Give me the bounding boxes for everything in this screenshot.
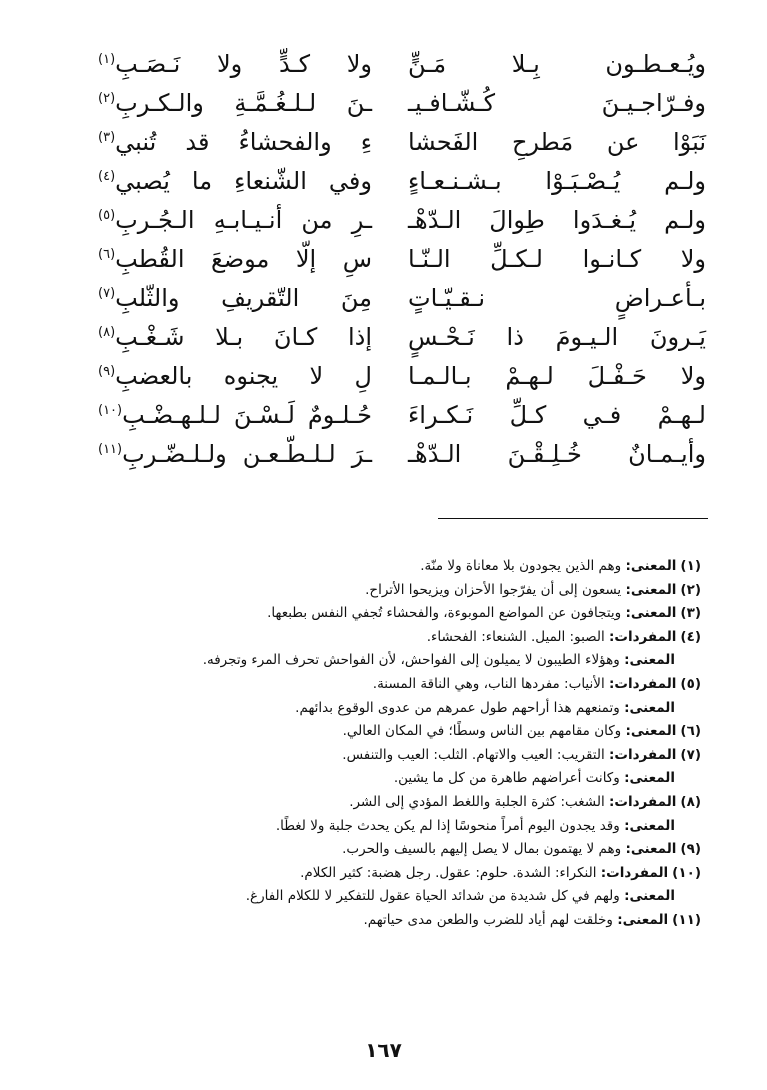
second-hemistich: [96, 245, 372, 273]
verse-line: [96, 200, 706, 239]
footnote: [61, 862, 701, 886]
first-hemistich: وفـرّاجـيـنَ كُـشّـافـيـ: [408, 88, 706, 117]
footnote-label: المفردات:: [609, 746, 677, 763]
footnote-ref[interactable]: (٥): [98, 207, 116, 223]
hemistich-text: إذا كـانَ بـلا شَـغْـبِ: [115, 322, 372, 351]
first-hemistich: يَـرونَ الـيـومَ ذا نَـحْـسٍ: [408, 322, 706, 351]
footnote: [61, 555, 701, 579]
page-number: ١٦٧: [365, 1038, 402, 1062]
footnote-label: المعنى:: [625, 605, 677, 622]
second-hemistich: [96, 440, 372, 468]
footnote: [61, 791, 701, 815]
verse-line: [96, 278, 706, 317]
footnote-number: (٣): [680, 605, 701, 622]
footnote-text: التقريب: العيب والاتهام. الثلب: العيب والتنفس.: [342, 746, 605, 763]
footnote-ref[interactable]: (١): [98, 51, 116, 67]
footnote-ref[interactable]: (٤): [98, 168, 116, 184]
verse-line: [96, 44, 706, 83]
footnote-text: الشغب: كثرة الجلبة واللغط المؤدي إلى الشر.: [349, 793, 605, 810]
footnote-ref[interactable]: (٢): [98, 90, 116, 106]
verse-line: [96, 395, 706, 434]
first-hemistich: نَبَوْا عن مَطرحِ الفَحشا: [408, 127, 706, 156]
footnote: [61, 885, 701, 909]
footnote-number: (٧): [680, 746, 701, 763]
footnote: [61, 602, 701, 626]
footnote-number: (٢): [680, 581, 701, 598]
second-hemistich: [96, 167, 372, 195]
second-hemistich: [96, 89, 372, 117]
footnote: [61, 744, 701, 768]
footnote-number: (١٠): [672, 864, 701, 881]
footnote: [61, 626, 701, 650]
verse-line: [96, 356, 706, 395]
hemistich-text: ءِ والفحشاءُ قد تُنبي: [115, 127, 372, 156]
first-hemistich: ولـم يُـغـدَوا طِوالَ الـدّهْـ: [408, 205, 706, 234]
hemistich-text: مِنَ التّقريفِ والثّلبِ: [115, 283, 372, 312]
hemistich-text: سِ إلّا موضعَ القُطبِ: [115, 244, 372, 273]
footnote: [61, 909, 701, 933]
footnote-label: المعنى:: [624, 699, 675, 716]
second-hemistich: [96, 284, 372, 312]
footnote: [61, 767, 701, 791]
footnote-text: وكان مقامهم بين الناس وسطًا؛ في المكان العالي.: [342, 723, 622, 740]
hemistich-text: حُـلـومٌ لَـسْـنَ لـلـهـضْـبِ: [122, 400, 372, 429]
footnote-number: (١١): [672, 911, 701, 928]
hemistich-text: ـنَ لـلـغُـمَّـةِ والـكـربِ: [115, 88, 372, 117]
footnote-text: وهم لا يهتمون بمال لا يصل إليهم بالسيف والحرب.: [342, 841, 622, 858]
footnote-ref[interactable]: (٦): [98, 246, 116, 262]
footnote-text: وتمنعهم هذا أراحهم طول عمرهم من عدوى الوقوع بدائهم.: [295, 699, 620, 716]
footnote-ref[interactable]: (٣): [98, 129, 116, 145]
footnote-label: المفردات:: [609, 628, 677, 645]
footnote-label: المعنى:: [624, 817, 675, 834]
footnote-label: المعنى:: [625, 581, 677, 598]
hemistich-text: ولا كـدٍّ ولا نَـصَـبِ: [115, 49, 372, 78]
footnote-label: المعنى:: [624, 770, 675, 787]
footnote-text: وخلقت لهم أياد للضرب والطعن مدى حياتهم.: [363, 911, 613, 928]
second-hemistich: [96, 50, 372, 78]
footnote: [61, 720, 701, 744]
footnote-ref[interactable]: (١١): [98, 441, 123, 457]
footnote: [61, 838, 701, 862]
first-hemistich: بـأعـراضٍ نـقـيّـاتٍ: [408, 283, 706, 312]
footnote: [61, 579, 701, 603]
footnote-text: الأنياب: مفردها الناب، وهي الناقة المسنة.: [372, 675, 605, 692]
footnote-number: (٨): [680, 793, 701, 810]
footnote-text: وقد يجدون اليوم أمراً منحوسًا إذا لم يكن يحدث جلبة ولا لغطًا.: [275, 817, 620, 834]
footnote-label: المفردات:: [609, 675, 677, 692]
footnote-label: المعنى:: [617, 911, 669, 928]
footnotes: [61, 555, 701, 933]
footnote-label: المفردات:: [609, 793, 677, 810]
first-hemistich: ولـم يُـصْـبَـوْا بـشـنـعـاءٍ: [408, 166, 706, 195]
second-hemistich: [96, 206, 372, 234]
footnote: [61, 673, 701, 697]
footnote-label: المعنى:: [625, 558, 677, 574]
footnote-text: ولهم في كل شديدة من شدائد الحياة عقول للتفكير لا للكلام الفارغ.: [245, 888, 620, 905]
footnote-ref[interactable]: (٨): [98, 324, 116, 340]
second-hemistich: [96, 401, 372, 429]
verse-line: [96, 434, 706, 473]
verse-line: [96, 239, 706, 278]
footnote-number: (٩): [680, 841, 701, 858]
verse-line: [96, 161, 706, 200]
footnote-number: (٥): [680, 675, 701, 692]
footnote-text: وهم الذين يجودون بلا معاناة ولا منّة.: [420, 558, 622, 574]
footnote-ref[interactable]: (١٠): [98, 402, 123, 418]
footnote-text: يسعون إلى أن يفرّجوا الأحزان ويزيحوا الأتراح.: [365, 581, 622, 598]
hemistich-text: ـرَ لـلـطّـعـن ولـلـضّـربِ: [122, 439, 372, 468]
second-hemistich: [96, 323, 372, 351]
first-hemistich: ولا حَـفْـلَ لـهـمْ بـالـمـا: [408, 361, 706, 390]
footnote-divider: [438, 518, 708, 519]
footnote-ref[interactable]: (٩): [98, 363, 116, 379]
footnote-ref[interactable]: (٧): [98, 285, 116, 301]
hemistich-text: ـرِ من أنـيـابـهِ الـجُـربِ: [115, 205, 372, 234]
first-hemistich: ولا كـانـوا لـكـلِّ الـنّـا: [408, 244, 706, 273]
verse-line: [96, 122, 706, 161]
first-hemistich: وأيـمـانٌ خُـلِـقْـنَ الـدّهْـ: [408, 439, 706, 468]
footnote-text: وكانت أعراضهم طاهرة من كل ما يشين.: [393, 770, 620, 787]
footnote-text: ويتجافون عن المواضع الموبوءة، والفحشاء تُجفي النفس بطبعها.: [267, 605, 622, 622]
first-hemistich: لـهـمْ فـي كـلِّ نَـكـراءَ: [408, 400, 706, 429]
hemistich-text: لِ لا يجنوه بالعضبِ: [115, 361, 372, 390]
footnote-text: النكراء: الشدة. حلوم: عقول. رجل هضبة: كثير الكلام.: [300, 864, 597, 881]
verse-line: [96, 317, 706, 356]
footnote-label: المفردات:: [600, 864, 669, 881]
footnote-label: المعنى:: [624, 888, 675, 905]
first-hemistich: ويُـعـطـون بِـلا مَـنٍّ: [408, 49, 706, 78]
footnote: [61, 815, 701, 839]
poem: [96, 44, 706, 473]
footnote-number: (١): [680, 558, 701, 574]
verse-line: [96, 83, 706, 122]
second-hemistich: [96, 362, 372, 390]
hemistich-text: وفي الشّنعاءِ ما يُصبي: [115, 166, 372, 195]
footnote-text: وهؤلاء الطيبون لا يميلون إلى الفواحش، لأن الفواحش تحرف المرء وتجرفه.: [202, 652, 620, 669]
footnote: [61, 649, 701, 673]
footnote-label: المعنى:: [625, 841, 677, 858]
footnote-number: (٦): [680, 723, 701, 740]
footnote-label: المعنى:: [625, 723, 677, 740]
second-hemistich: [96, 128, 372, 156]
footnote-number: (٤): [680, 628, 701, 645]
footnote: [61, 697, 701, 721]
footnote-text: الصبو: الميل. الشنعاء: الفحشاء.: [426, 628, 605, 645]
footnote-label: المعنى:: [624, 652, 675, 669]
